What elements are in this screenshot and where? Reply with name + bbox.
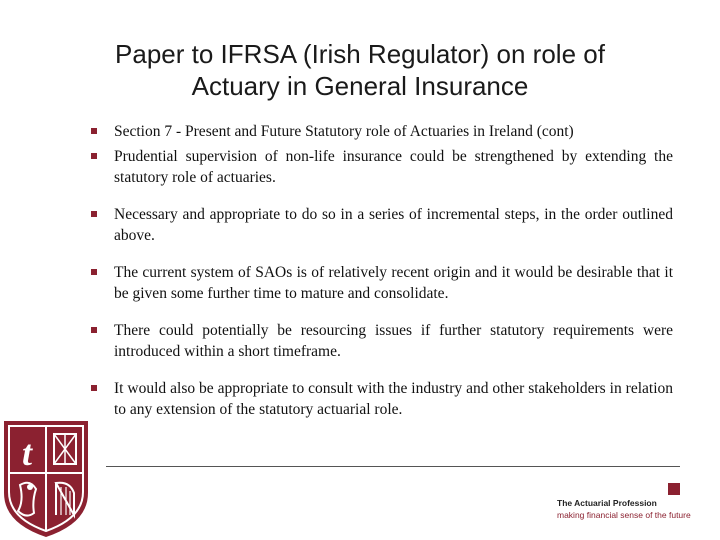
bullet-item — [90, 378, 673, 420]
bullet-item — [90, 204, 673, 246]
bullet-list — [90, 121, 673, 420]
bullet-text: Prudential supervision of non-life insurance could be strengthened by extending the statutory role of actuaries. — [114, 148, 673, 186]
bullet-text: Necessary and appropriate to do so in a series of incremental steps, in the order outlined above. — [114, 206, 673, 244]
bullet-marker-icon — [91, 327, 97, 333]
bullet-marker-icon — [91, 269, 97, 275]
bullet-text: It would also be appropriate to consult with the industry and other stakeholders in relation to any extension of the statutory actuarial role. — [114, 380, 673, 418]
bullet-marker-icon — [91, 211, 97, 217]
bullet-item — [90, 146, 673, 188]
title-line-2: Actuary in General Insurance — [191, 71, 529, 101]
bullet-marker-icon — [91, 385, 97, 391]
footer-divider — [106, 466, 680, 467]
slide-title — [60, 38, 660, 102]
crest-logo-icon — [0, 415, 92, 540]
bullet-text: The current system of SAOs is of relatively recent origin and it would be desirable that it be given some further time to mature and consolidate. — [114, 264, 673, 302]
bullet-item — [90, 262, 673, 304]
brand-tagline: making financial sense of the future — [557, 510, 691, 520]
bullet-marker-icon — [91, 153, 97, 159]
brand-square-icon — [668, 483, 680, 495]
brand-name: The Actuarial Profession — [557, 498, 657, 508]
bullet-item — [90, 320, 673, 362]
bullet-text: There could potentially be resourcing issues if further statutory requirements were introduced within a short timeframe. — [114, 322, 673, 360]
bullet-marker-icon — [91, 128, 97, 134]
svg-text:t: t — [21, 433, 33, 473]
bullet-item — [90, 121, 673, 142]
bullet-text: Section 7 - Present and Future Statutory role of Actuaries in Ireland (cont) — [114, 123, 574, 140]
title-line-1: Paper to IFRSA (Irish Regulator) on role of — [115, 39, 605, 69]
